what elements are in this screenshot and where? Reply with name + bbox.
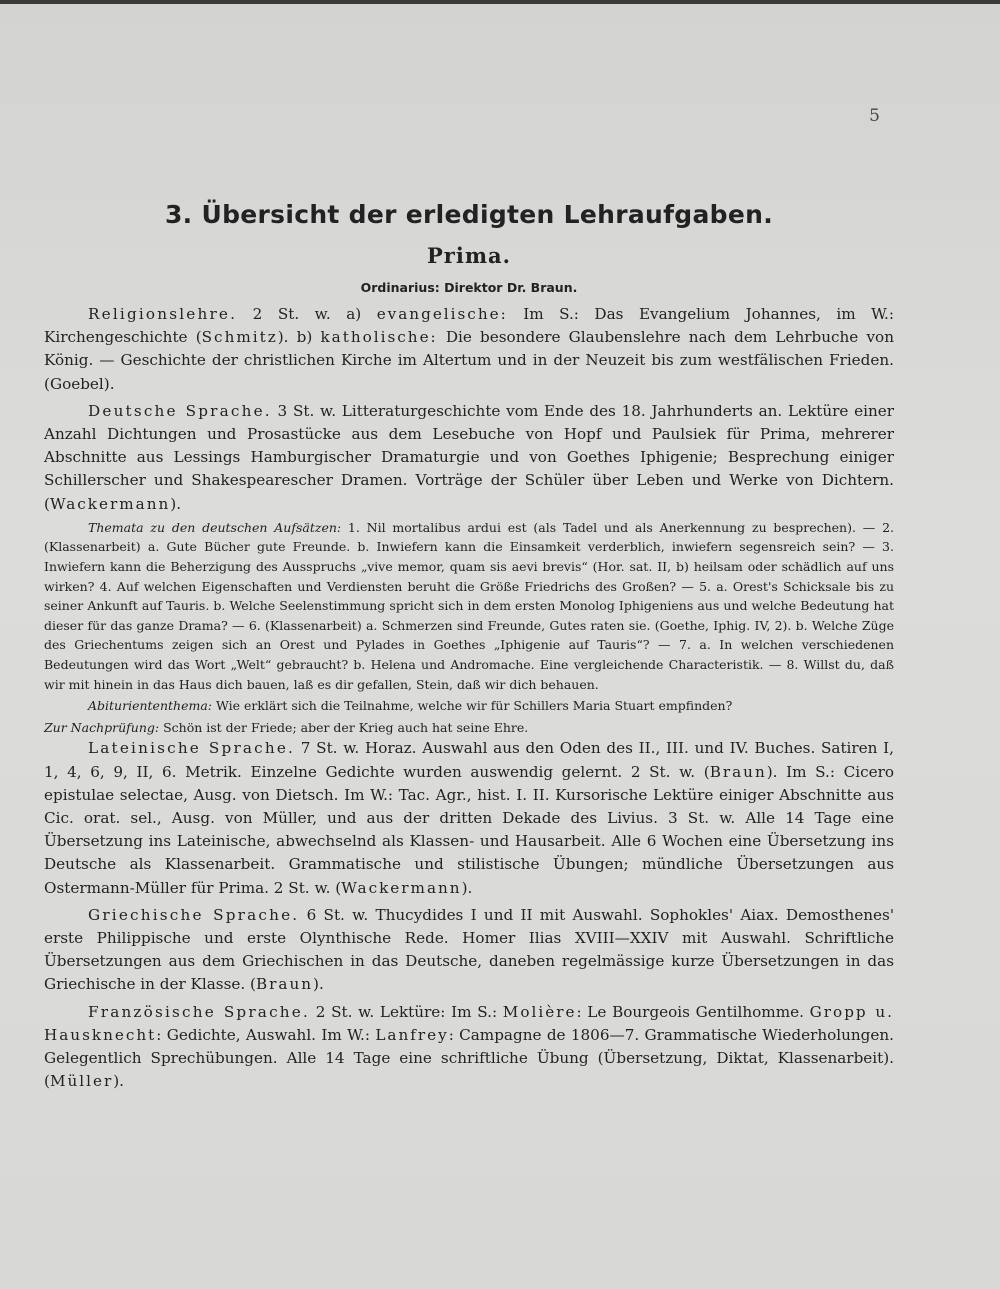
subject-franzoesisch: Französische Sprache.	[88, 1002, 310, 1021]
deutsch-teacher: Wackermann	[49, 494, 171, 513]
deutsch-text-1: 3 St. w. Litteraturgeschichte vom Ende des 18. Jahrhunderts an. Lektüre einer Anzahl Dichtungen und Prosastücke aus dem Lesebuche von Hopf und Paulsiek für Prima, mehrerer Abschnitte aus Lessings Hamburgischer Dramaturgie und von Goethes Iphigenie; Besprechung einiger Schillerscher und Shakespearescher Dramen. Vorträge der Schüler über Leben und Werke von Dichtern. (	[44, 401, 895, 513]
franzoesisch-text-4: : Campagne de 1806—7. Grammatische Wiederholungen. Gelegentlich Sprechübungen. Alle 14 Tage eine schriftliche Übung (Übersetzung, Diktat, Klassenarbeit). (	[44, 1025, 895, 1091]
griechisch-text-1: 6 St. w. Thucydides I und II mit Auswahl. Sophokles' Aiax. Demosthenes' erste Philippische und erste Olynthische Rede. Homer Ilias XVIII—XXIV mit Auswahl. Schriftliche Übersetzungen aus dem Griechischen in das Deutsche, daneben regelmässige kurze Übersetzungen in das Griechische in der Klasse. (	[44, 905, 895, 994]
paragraph-franzoesisch	[44, 1001, 894, 1094]
paragraph-nachpruefung	[44, 718, 894, 738]
franzoesisch-text-2: : Le Bourgeois Gentilhomme.	[576, 1002, 810, 1021]
paragraph-latein	[44, 737, 894, 899]
griechisch-text-2: ).	[313, 975, 324, 994]
religion-evangelisch-label: evangelische:	[376, 305, 508, 323]
religion-text-1: 2 St. w. a)	[237, 305, 377, 323]
deutsch-text-2: ).	[170, 494, 182, 513]
paragraph-themata	[44, 518, 894, 694]
paragraph-religion	[44, 303, 894, 396]
page-content	[44, 200, 894, 1093]
ordinarius-line: Ordinarius: Direktor Dr. Braun.	[360, 280, 578, 295]
nachpruefung-text: Schön ist der Friede; aber der Krieg auch hat seine Ehre.	[159, 719, 529, 735]
subject-latein: Lateinische Sprache.	[88, 739, 296, 758]
franzoesisch-text-1: 2 St. w. Lektüre: Im S.:	[309, 1002, 503, 1021]
paragraph-deutsch	[44, 400, 894, 516]
abitur-label: Abituriententhema:	[88, 698, 212, 714]
franzoesisch-author-1: Molière	[502, 1002, 577, 1021]
religion-text-3: ). b)	[277, 328, 321, 347]
subject-deutsch: Deutsche Sprache.	[88, 401, 272, 420]
subject-religion: Religionslehre.	[88, 305, 238, 323]
religion-text-4: Die besondere Glaubenslehre nach dem Lehrbuche von König. — Geschichte der christlichen Kirche im Altertum und in der Neuzeit bis zum westfälischen Frieden. (	[44, 328, 894, 393]
paragraph-abitur	[44, 696, 894, 716]
franzoesisch-text-5: ).	[113, 1072, 124, 1091]
latein-teacher-2: Wackermann	[341, 878, 462, 897]
paragraph-griechisch	[44, 904, 894, 997]
latein-text-3: ).	[461, 878, 473, 897]
religion-katholisch-label: katholische:	[320, 328, 438, 347]
religion-teacher-1: Schmitz	[201, 328, 278, 347]
franzoesisch-author-2: Gropp u. Hausknecht	[44, 1002, 894, 1044]
nachpruefung-label: Zur Nachprüfung:	[44, 719, 160, 735]
page-top-edge	[0, 0, 1000, 4]
latein-text-1: 7 St. w. Horaz. Auswahl aus den Oden des II., III. und IV. Buches. Satiren I, 1, 4, 6, 9, II, 6. Metrik. Einzelne Gedichte wurden auswendig gelernt. 2 St. w. (	[44, 739, 894, 781]
franzoesisch-author-3: Lanfrey	[375, 1025, 449, 1044]
latein-text-2: ). Im S.: Cicero epistulae selectae, Ausg. von Dietsch. Im W.: Tac. Agr., hist. I. II. Kursorische Lektüre einiger Abschnitte aus Cic. orat. sel., Ausg. von Müller, und aus der dritten Dekade des Livius. 3 St. w. Alle 14 Tage eine Übersetzung ins Lateinische, abwechselnd als Klassen- und Hausarbeit. Alle 6 Wochen eine Übersetzung ins Deutsche als Klassenarbeit. Grammatische und stilistische Übungen; mündliche Übersetzungen aus Ostermann-Müller für Prima. 2 St. w. (	[44, 762, 894, 897]
themata-text: 1. Nil mortalibus ardui est (als Tadel und als Anerkennung zu besprechen). — 2. (Klassenarbeit) a. Gute Bücher gute Freunde. b. Inwiefern kann die Einsamkeit verderblich, inwiefern segensreich sein? — 3. Inwiefern kann die Beherzigung des Ausspruchs „vive memor, quam sis aevi brevis“ (Hor. sat. II, b) heilsam oder schädlich auf uns wirken? 4. Auf welchen Eigenschaften und Verdiensten beruht die Größe Friedrichs des Großen? — 5. a. Orest's Schicksale bis zu seiner Ankunft auf Tauris. b. Welche Seelenstimmung spricht sich in dem ersten Monolog Iphigeniens aus und welche Bedeutung hat dieser für das ganze Drama? — 6. (Klassenarbeit) a. Schmerzen sind Freunde, Gutes raten sie. (Goethe, Iphig. IV, 2). b. Welche Züge des Griechentums zeigen sich an Orest und Pylades in Goethes „Iphigenie auf Tauris“? — 7. a. In welchen verschiedenen Bedeutungen wird das Wort „Welt“ gebraucht? b. Helena und Andromache. Eine vergleichende Characteristik. — 8. Willst du, daß wir mit hinein in das Haus dich bauen, laß es dir gefallen, Stein, daß wir dich behauen.	[44, 519, 894, 692]
themata-label: Themata zu den deutschen Aufsätzen:	[88, 519, 342, 535]
religion-text-2: Im S.: Das Evangelium Johannes, im W.: Kirchengeschichte (	[44, 305, 894, 347]
franzoesisch-text-3: : Gedichte, Auswahl. Im W.:	[156, 1025, 376, 1044]
page-number: 5	[869, 106, 880, 126]
abitur-text: Wie erklärt sich die Teilnahme, welche wir für Schillers Maria Stuart empfinden?	[211, 698, 733, 714]
religion-teacher-2: Goebel	[49, 374, 104, 393]
franzoesisch-teacher: Müller	[49, 1072, 114, 1091]
religion-text-5: ).	[103, 374, 115, 393]
latein-teacher-1: Braun	[709, 762, 767, 781]
griechisch-teacher: Braun	[255, 975, 314, 994]
class-title: Prima.	[427, 243, 511, 268]
subject-griechisch: Griechische Sprache.	[88, 905, 300, 924]
section-heading: 3. Übersicht der erledigten Lehraufgaben.	[164, 200, 774, 229]
